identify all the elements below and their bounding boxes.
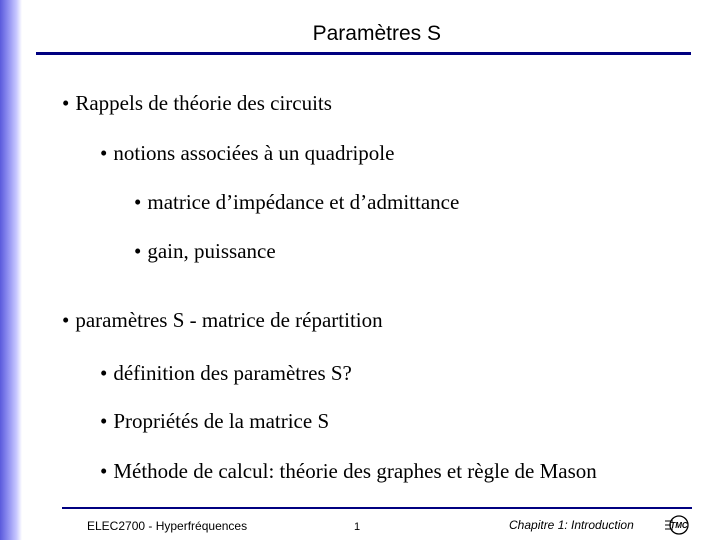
bullet-level1 (62, 91, 332, 116)
svg-text:TMC: TMC (670, 521, 688, 530)
tmc-logo-icon (664, 512, 694, 538)
slide-title: Paramètres S (312, 22, 441, 45)
bullet-text: définition des paramètres S? (113, 361, 352, 385)
bullet-dot: • (100, 361, 108, 385)
bullet-text: Propriétés de la matrice S (113, 409, 330, 433)
bullet-level2 (100, 459, 597, 484)
footer-divider (62, 507, 692, 509)
bullet-dot: • (62, 308, 70, 332)
title-divider (36, 52, 691, 55)
bullet-text: Rappels de théorie des circuits (75, 91, 332, 115)
footer-chapter: Chapitre 1: Introduction (509, 518, 634, 532)
bullet-level2 (100, 361, 352, 386)
bullet-level2 (100, 141, 394, 166)
bullet-level3 (134, 239, 276, 264)
page-number: 1 (354, 521, 361, 533)
bullet-level1 (62, 308, 383, 333)
bullet-dot: • (62, 91, 70, 115)
bullet-text: gain, puissance (147, 239, 276, 263)
bullet-text: notions associées à un quadripole (113, 141, 395, 165)
bullet-dot: • (134, 239, 142, 263)
footer-course: ELEC2700 - Hyperfréquences (87, 519, 248, 533)
bullet-level3 (134, 190, 459, 215)
bullet-text: matrice d’impédance et d’admittance (147, 190, 460, 214)
bullet-dot: • (100, 459, 108, 483)
bullet-text: paramètres S - matrice de répartition (75, 308, 383, 332)
bullet-text: Méthode de calcul: théorie des graphes et règle de Mason (113, 459, 597, 483)
bullet-dot: • (100, 141, 108, 165)
bullet-dot: • (100, 409, 108, 433)
bullet-level2 (100, 409, 329, 434)
bullet-dot: • (134, 190, 142, 214)
sidebar-gradient (0, 0, 22, 540)
